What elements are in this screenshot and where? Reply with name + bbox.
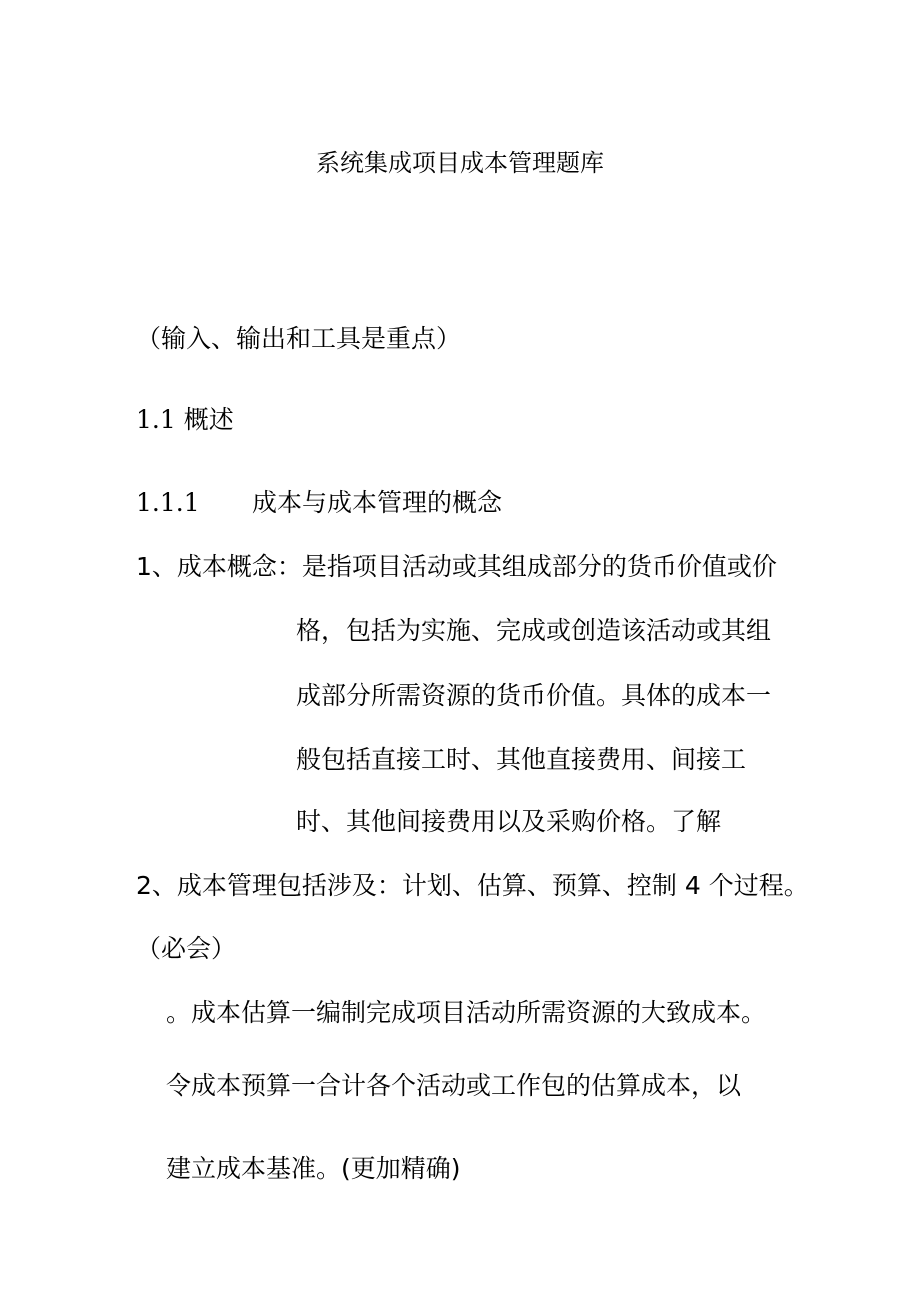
item-2-lead: 2、成本管理包括涉及：计划、估算、预算、控制 4 个过程。 [136, 871, 809, 900]
section-number: 1.1 [136, 405, 176, 434]
process-line-estimate: 。成本估算一编制完成项目活动所需资源的大致成本。 [166, 998, 767, 1027]
document-title: 系统集成项目成本管理题库 [316, 149, 604, 177]
subsection-title: 成本与成本管理的概念 [251, 488, 502, 517]
item-1-line: 时、其他间接费用以及采购价格。了解 [296, 807, 722, 836]
subsection-heading [136, 486, 502, 520]
section-heading [136, 403, 234, 437]
item-1-line: 成部分所需资源的货币价值。具体的成本一 [296, 681, 772, 710]
item-1-line: 般包括直接工时、其他直接费用、间接工 [296, 745, 747, 774]
process-line-budget: 令成本预算一合计各个活动或工作包的估算成本，以 [166, 1071, 742, 1100]
item-1-lead: 1、成本概念：是指项目活动或其组成部分的货币价值或价 [136, 552, 777, 581]
section-title: 概述 [183, 405, 234, 434]
item-1-line: 格，包括为实施、完成或创造该活动或其组 [296, 616, 772, 645]
process-line-baseline: 建立成本基准。(更加精确) [166, 1154, 461, 1183]
item-2-note: （必会） [136, 934, 237, 963]
focus-note: （输入、输出和工具是重点） [136, 324, 462, 353]
subsection-number: 1.1.1 [136, 488, 200, 517]
